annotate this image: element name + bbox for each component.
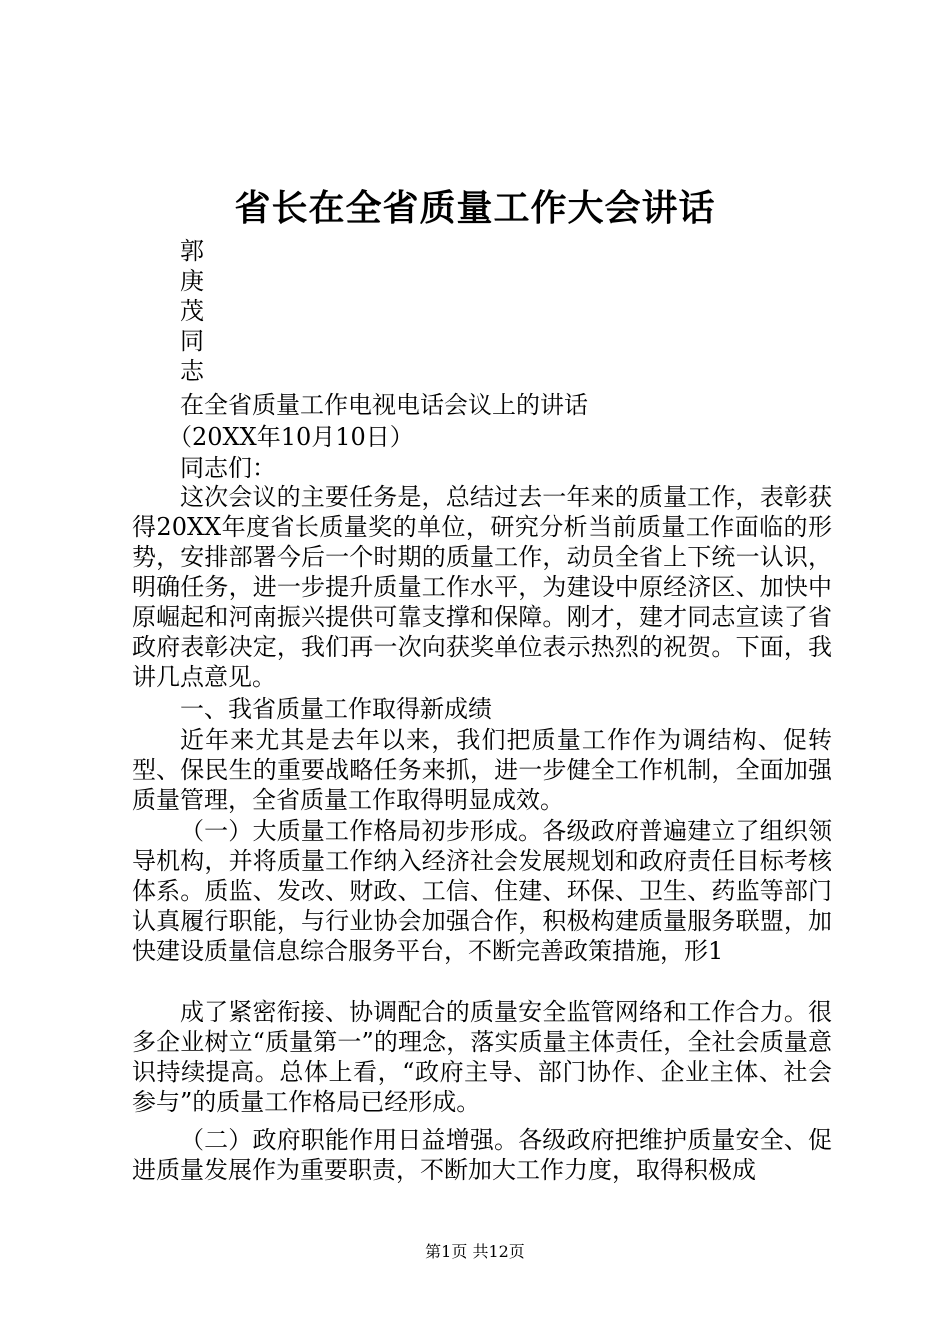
document-title: 省长在全省质量工作大会讲话 (234, 187, 716, 229)
salutation: 同志们： (180, 454, 276, 482)
author-name (180, 236, 220, 386)
paragraph: 成了紧密衔接、协调配合的质量安全监管网络和工作合力。很多企业树立“质量第一”的理念，落实质量主体责任，全社会质量意识持续提高。总体上看，“政府主导、部门协作、企业主体、社会参与”的质量工作格局已经形成。 (132, 998, 832, 1116)
paragraph-intro: 这次会议的主要任务是，总结过去一年来的质量工作，表彰获得20XX年度省长质量奖的单位，研究分析当前质量工作面临的形势，安排部署今后一个时期的质量工作，动员全省上下统一认识，明确任务，进一步提升质量工作水平，为建设中原经济区、加快中原崛起和河南振兴提供可靠支撑和保障。刚才，建才同志宣读了省政府表彰决定，我们再一次向获奖单位表示热烈的祝贺。下面，我讲几点意见。 (132, 483, 832, 691)
paragraph: （一）大质量工作格局初步形成。各级政府普遍建立了组织领导机构，并将质量工作纳入经济社会发展规划和政府责任目标考核体系。质监、发改、财政、工信、住建、环保、卫生、药监等部门认真履行职能，与行业协会加强合作，积极构建质量服务联盟，加快建设质量信息综合服务平台，不断完善政策措施，形1 (132, 817, 832, 965)
author-char: 郭 (180, 237, 204, 265)
author-char: 茂 (180, 297, 204, 325)
date-line: （20XX年10月10日） (168, 423, 414, 451)
section-heading-1: 一、我省质量工作取得新成绩 (180, 695, 492, 723)
paragraph: （二）政府职能作用日益增强。各级政府把维护质量安全、促进质量发展作为重要职责，不断加大工作力度，取得积极成 (132, 1126, 832, 1184)
author-char: 同 (180, 327, 204, 355)
author-char: 庚 (180, 267, 204, 295)
subtitle: 在全省质量工作电视电话会议上的讲话 (180, 391, 588, 419)
page-footer: 第1页 共12页 (425, 1242, 525, 1261)
author-char: 志 (180, 357, 204, 385)
paragraph: 近年来尤其是去年以来，我们把质量工作作为调结构、促转型、保民生的重要战略任务来抓，进一步健全工作机制，全面加强质量管理，全省质量工作取得明显成效。 (132, 726, 832, 814)
